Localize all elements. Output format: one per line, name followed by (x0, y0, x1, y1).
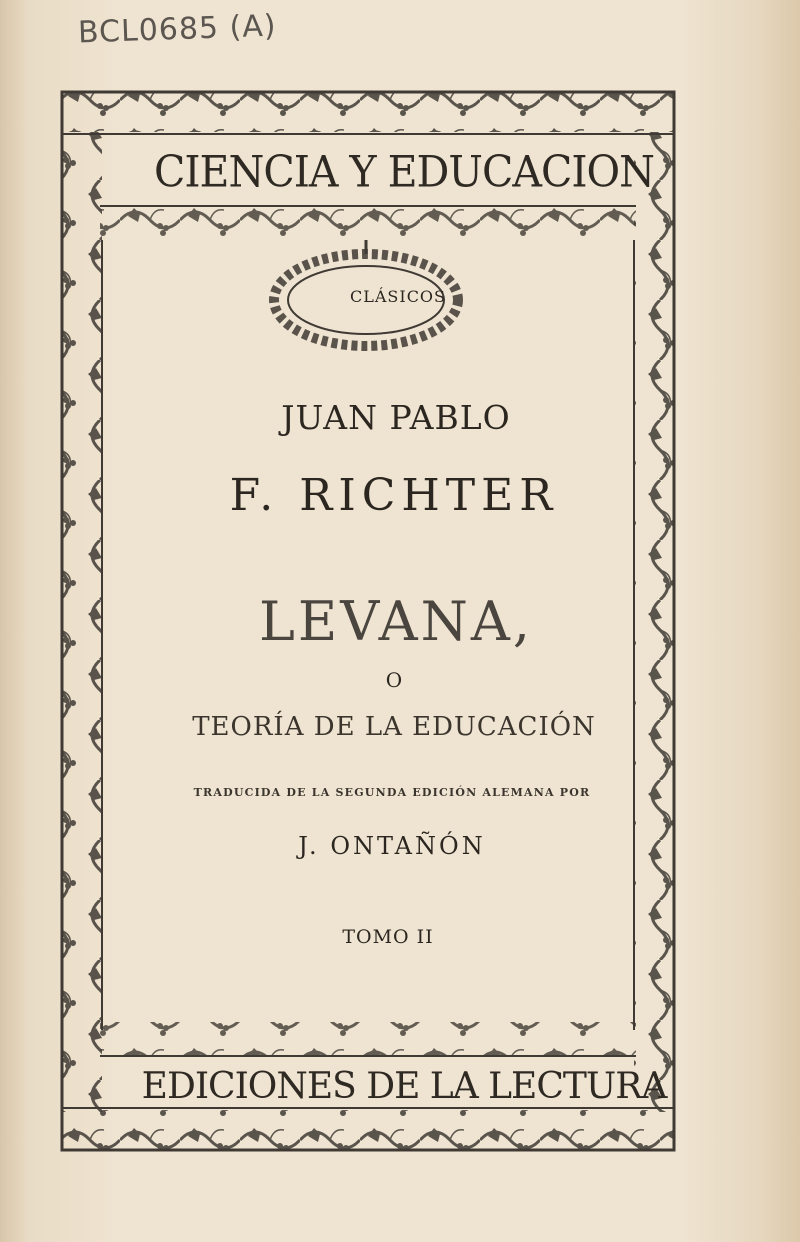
translation-note: TRADUCIDA DE LA SEGUNDA EDICIÓN ALEMANA POR (193, 786, 591, 799)
title-conjunction: O (385, 668, 403, 692)
author-first-name: JUAN PABLO (281, 398, 511, 437)
series-subtitle: CLÁSICOS (349, 287, 447, 306)
author-surname: F. RICHTER (229, 470, 559, 521)
book-subtitle: TEORÍA DE LA EDUCACIÓN (192, 712, 596, 742)
catalog-note: BCL0685 (A) (77, 8, 278, 51)
book-title: LEVANA, (258, 590, 534, 653)
translator-name: J. ONTAÑÓN (298, 832, 486, 860)
series-title: CIENCIA Y EDUCACION (153, 146, 655, 198)
volume-label: TOMO II (342, 926, 434, 948)
publisher-name: EDICIONES DE LA LECTURA (141, 1066, 667, 1107)
